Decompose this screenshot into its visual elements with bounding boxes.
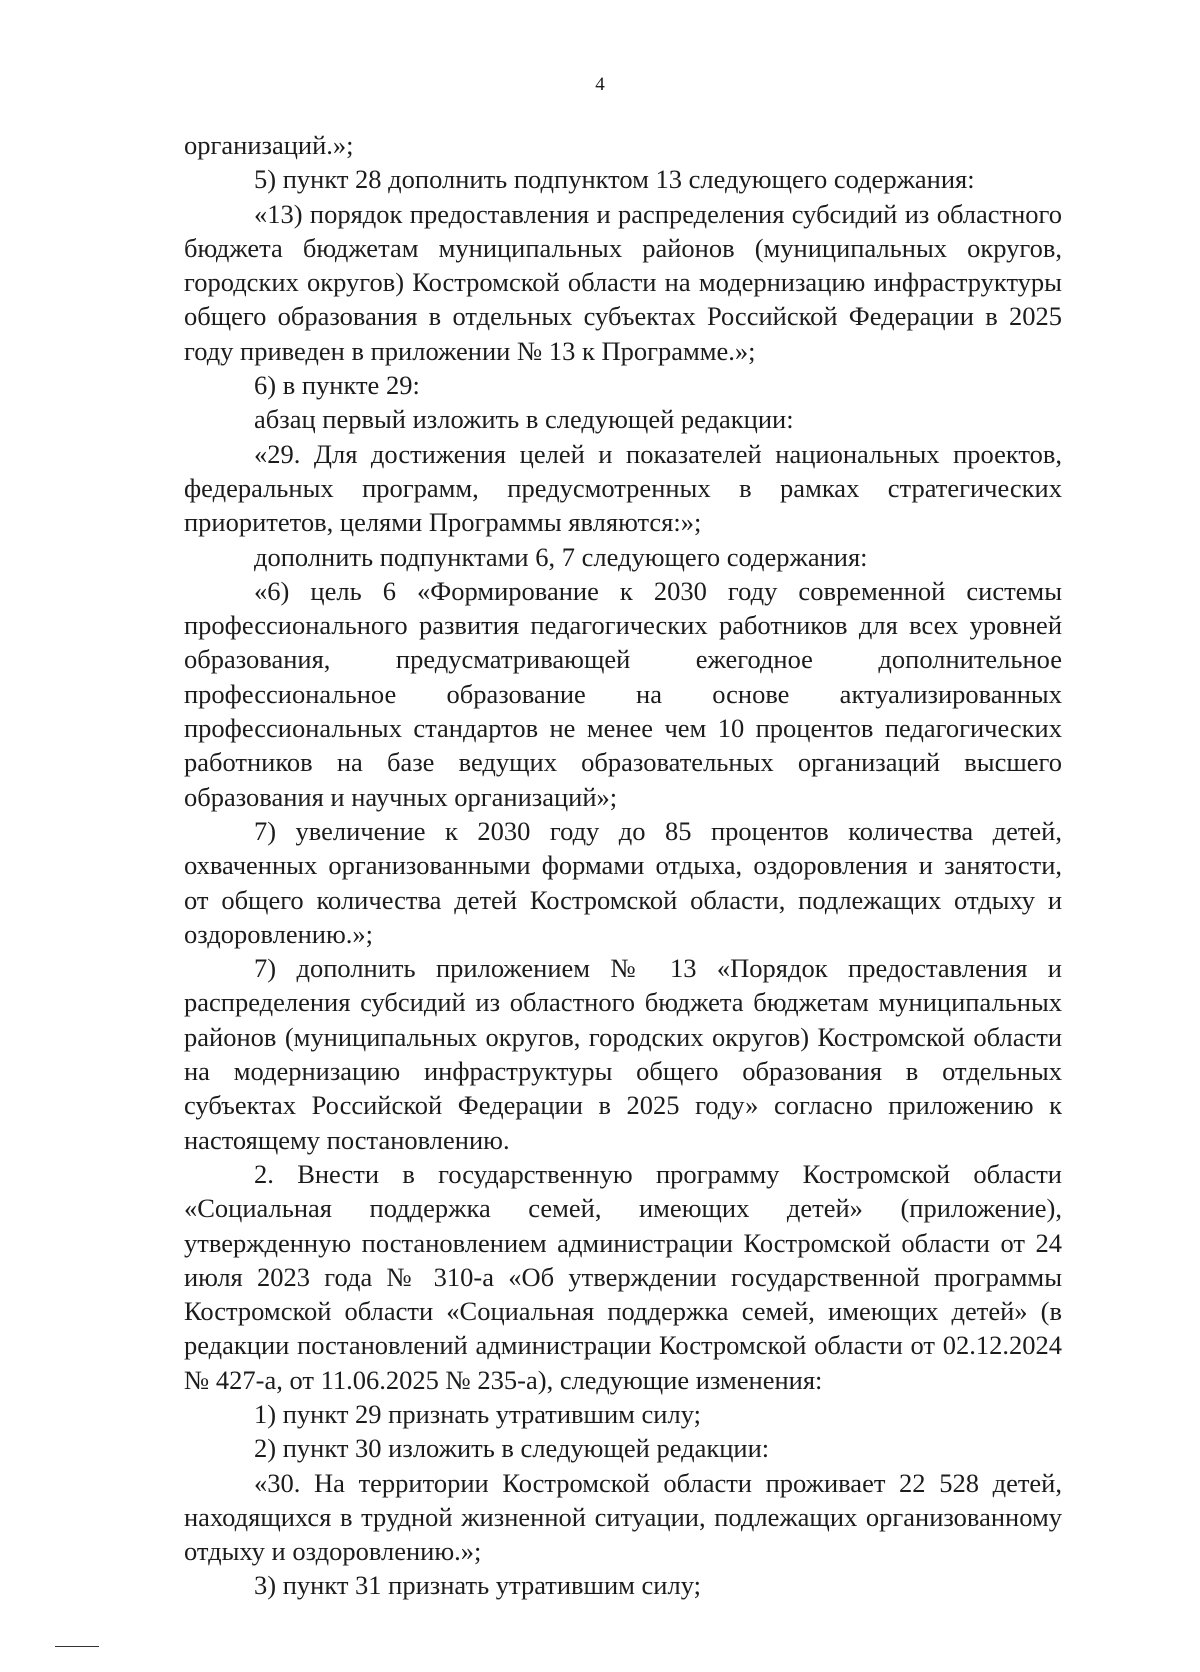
paragraph-14: «30. На территории Костромской области проживает 22 528 детей, находящихся в трудной жизненной ситуации, подлежащих организованному отдыху и оздоровлению.»; [184,1467,1062,1567]
paragraph-9: 7) увеличение к 2030 году до 85 процентов количества детей, охваченных организованными формами отдыха, оздоровления и занятости, от общего количества детей Костромской области, подлежащих отдыху и оздоровлению.»; [184,815,1062,949]
page-number: 4 [595,74,605,95]
paragraph-4: 6) в пункте 29: [254,370,420,401]
paragraph-6: «29. Для достижения целей и показателей национальных проектов, федеральных программ, предусмотренных в рамках стратегических приоритетов, целями Программы являются:»; [184,438,1062,538]
document-body [184,128,1062,1603]
paragraph-11: 2. Внести в государственную программу Костромской области «Социальная поддержка семей, имеющих детей» (приложение), утвержденную постановлением администрации Костромской области от 24 июля 2023 года № 310-а «Об утверждении государственной программы Костромской области «Социальная поддержка семей, имеющих детей» (в редакции постановлений администрации Костромской области от 02.12.2024 № 427-а, от 11.06.2025 № 235-а), следующие изменения: [184,1158,1062,1395]
paragraph-3: «13) порядок предоставления и распределения субсидий из областного бюджета бюджетам муниципальных районов (муниципальных округов, городских округов) Костромской области на модернизацию инфраструктуры общего образования в отдельных субъектах Российской Федерации в 2025 году приведен в приложении № 13 к Программе.»; [184,198,1062,366]
paragraph-15: 3) пункт 31 признать утратившим силу; [254,1570,701,1601]
paragraph-8: «6) цель 6 «Формирование к 2030 году современной системы профессионального развития педагогических работников для всех уровней образования, предусматривающей ежегодное дополнительное профессиональное образование на основе актуализированных профессиональных стандартов не менее чем 10 процентов педагогических работников на базе ведущих образовательных организаций высшего образования и научных организаций»; [184,575,1062,812]
paragraph-10: 7) дополнить приложением № 13 «Порядок предоставления и распределения субсидий из областного бюджета бюджетам муниципальных районов (муниципальных округов, городских округов) Костромской области на модернизацию инфраструктуры общего образования в отдельных субъектах Российской Федерации в 2025 году» согласно приложению к настоящему постановлению. [184,953,1062,1155]
paragraph-1: организаций.»; [184,130,354,160]
paragraph-12: 1) пункт 29 признать утратившим силу; [254,1398,701,1429]
paragraph-5: абзац первый изложить в следующей редакции: [254,404,794,435]
paragraph-7: дополнить подпунктами 6, 7 следующего содержания: [254,541,868,572]
paragraph-13: 2) пункт 30 изложить в следующей редакции: [254,1433,770,1464]
paragraph-2: 5) пункт 28 дополнить подпунктом 13 следующего содержания: [254,164,975,195]
footer-divider [55,1646,99,1647]
